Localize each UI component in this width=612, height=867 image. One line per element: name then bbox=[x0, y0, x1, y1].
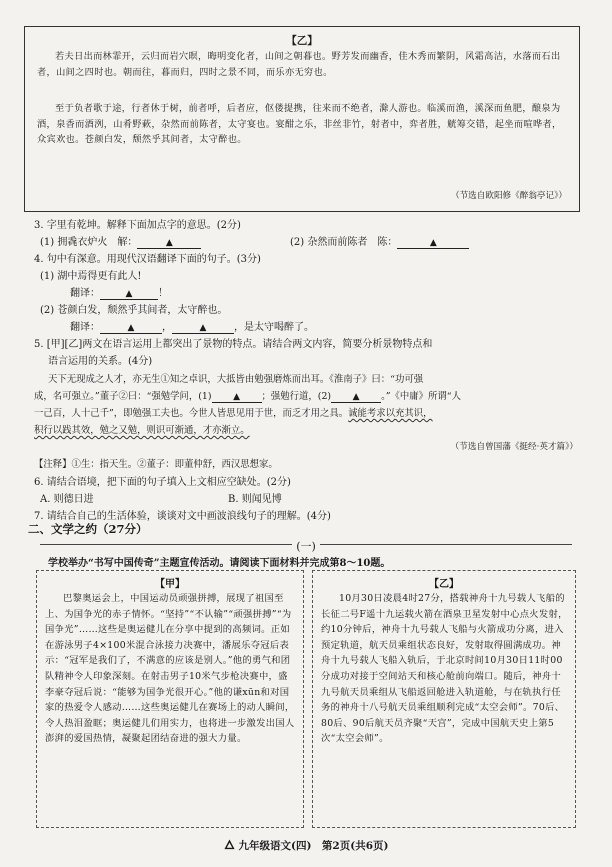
q7-stem: 7. 请结合自己的生活体验，谈谈对文中画波浪线句子的理解。(4分) bbox=[34, 511, 331, 522]
passage-zeng-line-4 bbox=[34, 422, 250, 436]
passage-yi-title: 【乙】 bbox=[286, 35, 318, 47]
material-jia-box bbox=[36, 570, 304, 828]
q4-answer-blank-1[interactable] bbox=[100, 288, 158, 300]
subsection-number bbox=[0, 538, 612, 554]
translate-label: 翻译： bbox=[70, 322, 100, 333]
blank-triangle-icon: ▲ bbox=[199, 323, 207, 333]
passage-blank-1[interactable] bbox=[212, 391, 262, 403]
q3-answer-blank-2[interactable] bbox=[397, 237, 469, 249]
section-2-heading: 二、文学之约（27分） bbox=[28, 522, 148, 536]
material-yi-title: 【乙】 bbox=[429, 579, 459, 590]
q3-item-2 bbox=[290, 233, 469, 249]
q6-stem: 6. 请结合语境，把下面的句子填入上文相应空缺处。(2分) bbox=[34, 477, 291, 488]
passage-zeng-line-2 bbox=[34, 388, 461, 403]
q4-answer-blank-2a[interactable] bbox=[100, 322, 162, 334]
material-jia-text: 巴黎奥运会上，中国运动员顽强拼搏，展现了祖国至上、为国争光的赤子情怀。“坚持”“不认输”“顽强拼搏”“为国争光”……这些是奥运健儿在分享中提到的高频词。正如在游泳男子4×100米混合泳接力决赛中，潘展乐夺冠后表示：“冠军是我们了，不满意的应该是别人。”他的勇气和团队精神令人印象深刻。在射击男子10米气步枪决赛中，盛李豪夺冠后说：“能够为国争光很开心。”他的谦xūn和对国家的热爱令人感动……这些奥运健儿在赛场上的动人瞬间，令人热泪盈眶；奥运健儿们用实力，也将进一步激发出国人澎湃的爱国热情，凝聚起团结奋进的强大力量。 bbox=[45, 593, 295, 745]
q3-item-1-text: (1) 拥毳衣炉火 解： bbox=[40, 237, 138, 248]
section-2-intro: 学校举办“书写中国传奇”主题宣传活动。请阅读下面材料并完成第8～10题。 bbox=[48, 558, 391, 569]
translate-end: ，是太守喝醉了。 bbox=[234, 322, 314, 333]
passage-yi-box bbox=[24, 26, 580, 212]
passage-zeng-source: （节选自曾国藩《挺经·英才篇》） bbox=[450, 442, 578, 452]
passage-zeng-line-3a: 一己百，人十己千”，即勉强工夫也。今世人皆思见用于世，而乏才用之具。 bbox=[34, 408, 349, 419]
q4-item-1: (1) 湖中焉得更有此人! bbox=[40, 271, 142, 282]
q4-stem: 4. 句中有深意。用现代汉语翻译下面的句子。(3分) bbox=[34, 254, 261, 265]
blank-triangle-icon: ▲ bbox=[165, 238, 173, 248]
blank-triangle-icon: ▲ bbox=[125, 289, 133, 299]
blank-triangle-icon: ▲ bbox=[352, 392, 360, 402]
passage-yi-para2: 至于负者歌于途，行者休于树，前者呼，后者应，伛偻提携，往来而不绝者，滁人游也。临溪而渔，溪深而鱼肥，酿泉为酒，泉香而酒洌，山肴野蔌，杂然而前陈者，太守宴也。宴酣之乐，非丝非竹，射者中，弈者胜，觥筹交错，起坐而喧哗者，众宾欢也。苍颜白发，颓然乎其间者，太守醉也。 bbox=[37, 103, 562, 146]
q6-option-a: A. 则德日进 bbox=[40, 494, 94, 505]
page-footer bbox=[0, 838, 612, 853]
q3-item-1 bbox=[40, 233, 201, 249]
blank-triangle-icon: ▲ bbox=[233, 392, 240, 402]
blank-triangle-icon: ▲ bbox=[127, 323, 135, 333]
passage-yi-para1: 若夫日出而林霏开，云归而岩穴暝，晦明变化者，山间之朝暮也。野芳发而幽香，佳木秀而繁阴，风霜高洁，水落而石出者，山间之四时也。朝而往，暮而归，四时之景不同，而乐亦无穷也。 bbox=[37, 51, 561, 78]
annotation-note: 【注释】①生：指天生。②董子：即董仲舒，西汉思想家。 bbox=[34, 459, 278, 470]
q4-translate-2 bbox=[70, 318, 314, 334]
q4-answer-blank-2b[interactable] bbox=[172, 322, 234, 334]
q5-line-1: 5. [甲][乙]两文在语言运用上都突出了景物的特点。请结合两文内容，简要分析景物特点和 bbox=[34, 339, 433, 350]
q3-item-2-text: (2) 杂然而前陈者 陈： bbox=[290, 237, 398, 248]
translate-mid: ， bbox=[162, 322, 172, 333]
passage-zeng-line-3 bbox=[34, 405, 433, 419]
blank-triangle-icon: ▲ bbox=[429, 238, 437, 248]
wavy-underlined-sentence-part-2: 积行以践其效，勉之又勉，则识可渐通，才亦渐立。 bbox=[34, 425, 250, 436]
passage-zeng-line-2b: ；强勉行道，(2) bbox=[261, 391, 332, 402]
q4-item-2: (2) 苍颜白发，颓然乎其间者，太守醉也。 bbox=[40, 305, 228, 316]
q6-option-b: B. 则闻见博 bbox=[228, 494, 282, 505]
q4-translate-1 bbox=[70, 284, 168, 300]
material-jia-title: 【甲】 bbox=[155, 579, 185, 590]
material-yi-text: 10月30日凌晨4时27分，搭载神舟十九号载人飞船的长征二号F遥十九运载火箭在酒泉卫星发射中心点火发射，约10分钟后，神舟十九号载人飞船与火箭成功分离，进入预定轨道，航天员乘组状态良好，发射取得圆满成功。神舟十九号载人飞船入轨后，于北京时间10月30日11时00分成功对接于空间站天和核心舱前向端口。随后，神舟十九号航天员乘组从飞船返回舱进入轨道舱，与在轨执行任务的神舟十八号航天员乘组顺利完成“太空会师”。70后、80后、90后航天员齐聚“天宫”，完成中国航天史上第5次“太空会师”。 bbox=[321, 593, 568, 745]
passage-zeng-line-2a: 成，名可强立。”董子②曰：“强勉学问，(1) bbox=[34, 391, 212, 402]
passage-zeng-line-1: 天下无现成之人才，亦无生①知之卓识，大抵皆由勉强磨炼而出耳。《淮南子》曰：“功可强 bbox=[48, 374, 424, 385]
translate-end: ！ bbox=[158, 288, 168, 299]
q5-line-2: 语言运用的关系。(4分) bbox=[48, 356, 153, 367]
publisher-logo-icon bbox=[224, 839, 235, 850]
passage-yi-source: （节选自欧阳修《醉翁亭记》） bbox=[450, 191, 567, 201]
subsection-label: (一) bbox=[292, 538, 320, 554]
passage-zeng-line-2c: 。”《中庸》所谓“人 bbox=[381, 391, 461, 402]
translate-label: 翻译： bbox=[70, 288, 100, 299]
passage-blank-2[interactable] bbox=[331, 391, 381, 403]
material-yi-box bbox=[312, 570, 576, 828]
footer-text: 九年级语文(四) 第2页(共6页) bbox=[238, 840, 389, 852]
q3-answer-blank-1[interactable] bbox=[137, 237, 201, 249]
q3-stem: 3. 字里有乾坤。解释下面加点字的意思。(2分) bbox=[34, 220, 241, 231]
wavy-underlined-sentence-part-1: 诚能考求以充其识， bbox=[348, 408, 433, 419]
